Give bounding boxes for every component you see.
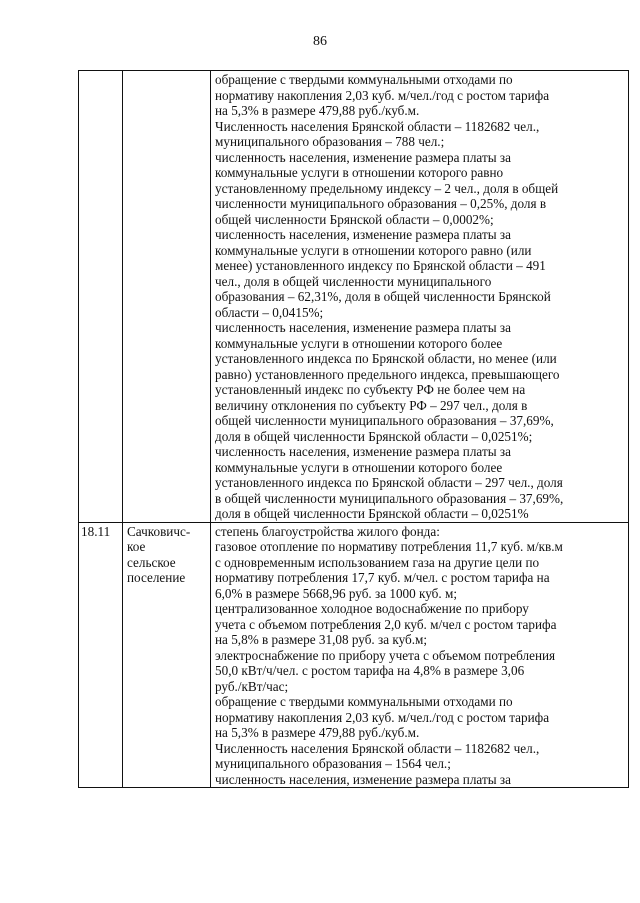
text-line: образования – 62,31%, доля в общей численности Брянской bbox=[215, 289, 551, 304]
name-line: кое bbox=[127, 539, 146, 554]
municipality-table bbox=[78, 70, 629, 788]
text-line: чел., доля в общей численности муниципального bbox=[215, 273, 492, 289]
page-number: 86 bbox=[313, 34, 327, 49]
text-line: численность населения, изменение размера платы за bbox=[215, 771, 511, 787]
text-line: коммунальные услуги в отношении которого более bbox=[215, 335, 503, 351]
text-line: с одновременным использованием газа на другие цели по bbox=[215, 554, 540, 570]
text-line: численность населения, изменение размера платы за bbox=[215, 149, 511, 165]
text-line: установленного индекса по Брянской области – 297 чел., доля bbox=[215, 475, 563, 490]
row-number-cell: 18.11 bbox=[79, 522, 123, 788]
table-row bbox=[79, 71, 629, 523]
text-line: нормативу накопления 2,03 куб. м/чел./год с ростом тарифа bbox=[215, 709, 550, 725]
text-line: нормативу накопления 2,03 куб. м/чел./год с ростом тарифа bbox=[215, 87, 550, 103]
text-line: муниципального образования – 788 чел.; bbox=[215, 134, 445, 149]
municipality-name-cell bbox=[123, 71, 211, 523]
text-line: 6,0% в размере 5668,96 руб. за 1000 куб. м; bbox=[215, 585, 457, 601]
name-line: сельское bbox=[127, 554, 176, 570]
text-line: области – 0,0415%; bbox=[215, 304, 324, 320]
text-line: установленному предельному индексу – 2 чел., доля в общей bbox=[215, 180, 559, 196]
text-line: степень благоустройства жилого фонда: bbox=[215, 523, 440, 539]
text-line: на 5,3% в размере 479,88 руб./куб.м. bbox=[215, 103, 420, 118]
text-line: установленный индекс по субъекту РФ не более чем на bbox=[215, 382, 526, 397]
text-line: на 5,8% в размере 31,08 руб. за куб.м; bbox=[215, 632, 428, 647]
text-line: равно) установленного предельного индекса, превышающего bbox=[215, 366, 560, 382]
text-line: коммунальные услуги в отношении которого равно bbox=[215, 165, 504, 180]
text-line: общей численности Брянской области – 0,0002%; bbox=[215, 211, 494, 227]
text-line: менее) установленного индексу по Брянской области – 491 bbox=[215, 258, 546, 273]
text-line: 50,0 кВт/ч/чел. с ростом тарифа на 4,8% в размере 3,06 bbox=[215, 663, 525, 678]
text-line: доля в общей численности Брянской области – 0,0251% bbox=[215, 506, 529, 521]
text-line: численность населения, изменение размера платы за bbox=[215, 444, 511, 459]
text-line: на 5,3% в размере 479,88 руб./куб.м. bbox=[215, 725, 420, 740]
text-line: обращение с твердыми коммунальными отходами по bbox=[215, 72, 513, 87]
text-line: численность населения, изменение размера платы за bbox=[215, 320, 511, 335]
text-line: руб./кВт/час; bbox=[215, 678, 289, 694]
text-line: коммунальные услуги в отношении которого равно (или bbox=[215, 242, 532, 258]
text-line: численность населения, изменение размера платы за bbox=[215, 227, 511, 242]
name-line: поселение bbox=[127, 570, 186, 585]
text-line: численности муниципального образования – 0,25%, доля в bbox=[215, 196, 547, 211]
text-line: установленного индекса по Брянской области, но менее (или bbox=[215, 351, 557, 366]
text-line: электроснабжение по прибору учета с объемом потребления bbox=[215, 647, 556, 663]
text-line: Численность населения Брянской области – 1182682 чел., bbox=[215, 740, 540, 756]
table-row bbox=[79, 522, 629, 788]
text-line: Численность населения Брянской области – 1182682 чел., bbox=[215, 118, 540, 134]
indicators-text-cell bbox=[211, 522, 629, 788]
text-line: коммунальные услуги в отношении которого более bbox=[215, 459, 503, 475]
municipality-name-cell bbox=[123, 522, 211, 788]
text-line: учета с объемом потребления 2,0 куб. м/чел с ростом тарифа bbox=[215, 616, 557, 632]
name-line: Сачковичс- bbox=[127, 523, 191, 539]
text-line: доля в общей численности Брянской области – 0,0251%; bbox=[215, 428, 533, 444]
indicators-text-cell bbox=[211, 71, 629, 523]
text-line: муниципального образования – 1564 чел.; bbox=[215, 756, 451, 771]
text-line: общей численности муниципального образования – 37,69%, bbox=[215, 413, 554, 428]
text-line: централизованное холодное водоснабжение по прибору bbox=[215, 601, 529, 616]
row-number-cell bbox=[79, 71, 123, 523]
text-line: величину отклонения по субъекту РФ – 297 чел., доля в bbox=[215, 397, 528, 413]
text-line: газовое отопление по нормативу потребления 11,7 куб. м/кв.м bbox=[215, 539, 563, 554]
text-line: в общей численности муниципального образования – 37,69%, bbox=[215, 490, 564, 506]
text-line: нормативу потребления 17,7 куб. м/чел. с ростом тарифа на bbox=[215, 570, 550, 585]
text-line: обращение с твердыми коммунальными отходами по bbox=[215, 694, 513, 709]
